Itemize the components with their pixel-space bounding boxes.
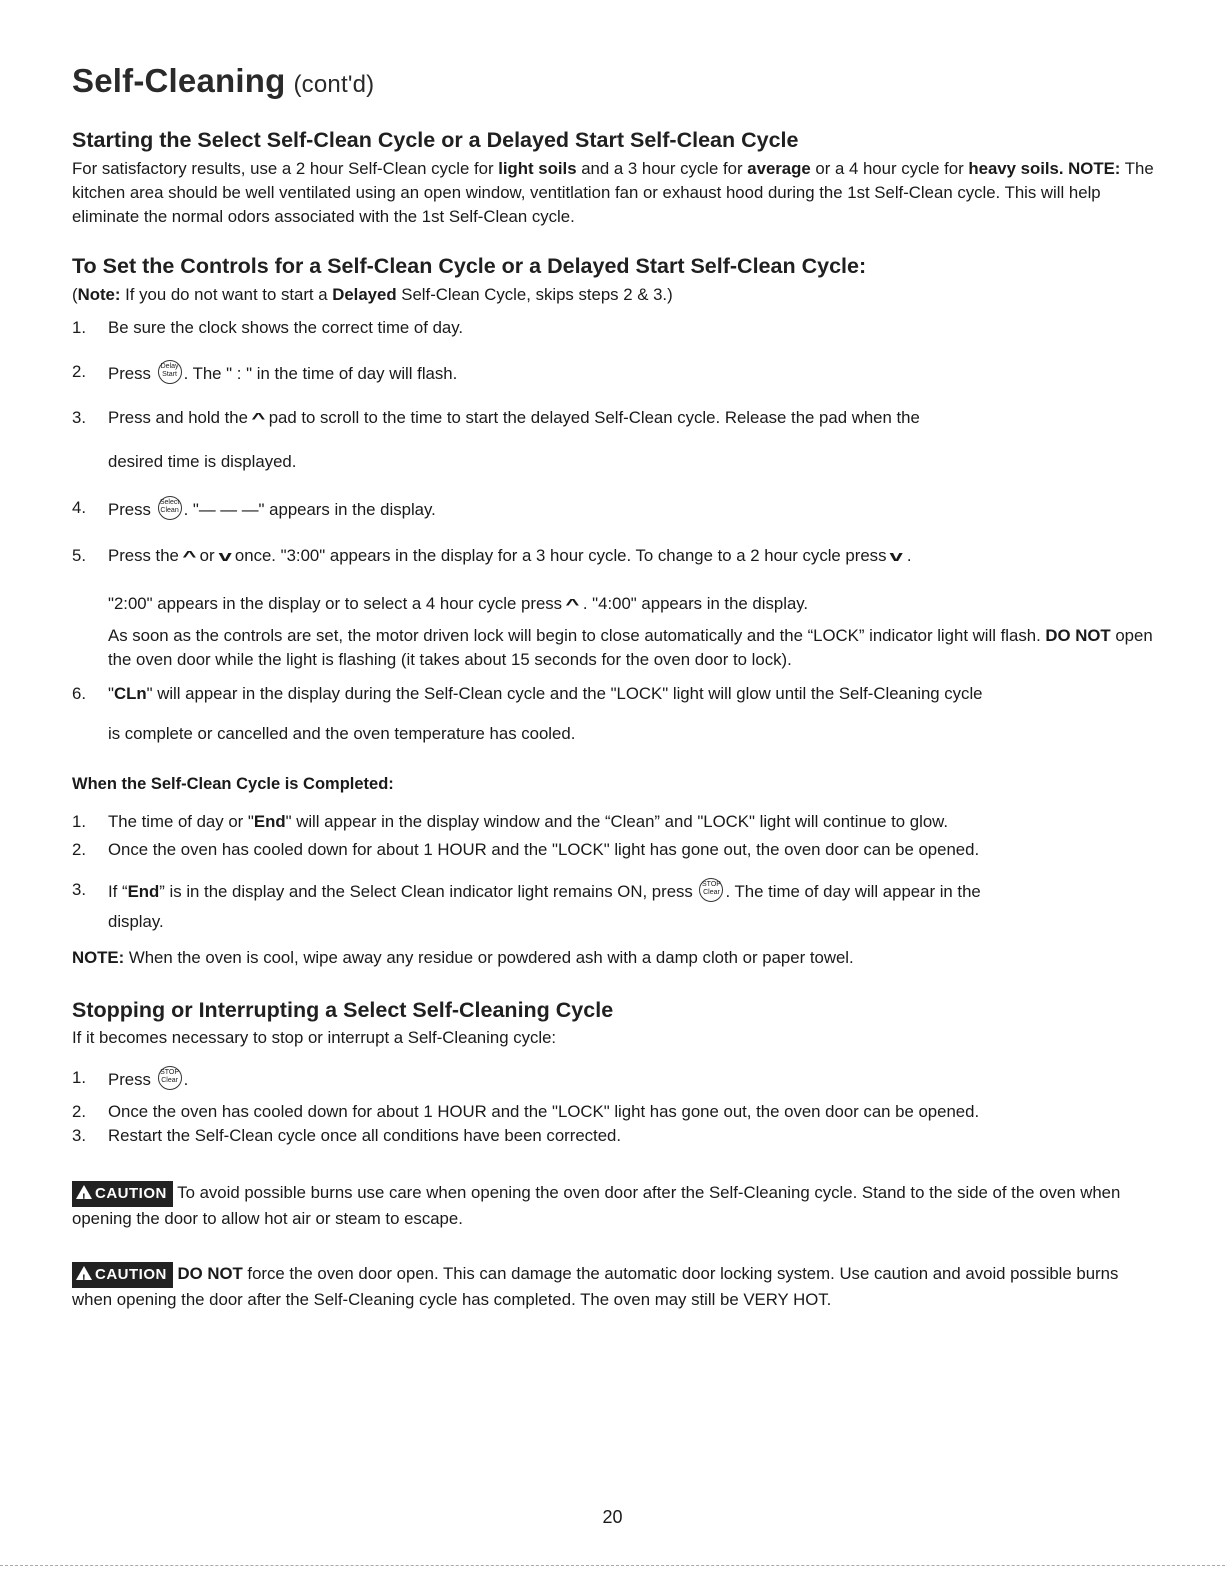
- note-label: Note:: [77, 285, 121, 304]
- text: Press: [108, 500, 151, 519]
- text: If “: [108, 882, 128, 901]
- bold-text: DO NOT: [172, 1264, 243, 1283]
- bold-text: End: [127, 882, 160, 901]
- completed-heading: When the Self-Clean Cycle is Completed:: [72, 775, 394, 793]
- warning-triangle-icon: [76, 1185, 92, 1199]
- step-number: 3.: [72, 1126, 86, 1145]
- text: To avoid possible burns use care when opening the oven door after the Self-Cleaning cycle. Stand to the side of the oven when opening the door to allow hot air or steam to escape.: [72, 1183, 1121, 1228]
- stopping-section: [72, 998, 1157, 1050]
- step-text: Once the oven has cooled down for about 1 HOUR and the "LOCK" light has gone out, the oven door can be opened.: [108, 840, 980, 859]
- bold-text: DO NOT: [1045, 626, 1111, 645]
- stopping-intro: If it becomes necessary to stop or interrupt a Self-Cleaning cycle:: [72, 1028, 557, 1047]
- text: When the oven is cool, wipe away any residue or powdered ash with a damp cloth or paper towel.: [124, 948, 854, 967]
- icon-label: STOP Clear: [160, 1069, 180, 1084]
- step-text: desired time is displayed.: [108, 452, 297, 471]
- delay-start-button-icon: [158, 360, 182, 384]
- step-number: 4.: [72, 498, 86, 517]
- bold-text: average: [747, 159, 811, 178]
- step-text: is complete or cancelled and the oven temperature has cooled.: [108, 724, 576, 743]
- step-text: [108, 592, 1157, 617]
- controls-note: [72, 283, 1157, 307]
- bold-text: CLn: [113, 684, 147, 703]
- caution-2: [72, 1262, 1157, 1312]
- icon-label: Delay Start: [160, 363, 179, 378]
- text: " will appear in the display window and the “Clean” and "LOCK" light will continue to glow.: [285, 812, 949, 831]
- text: If you do not want to start a: [120, 285, 333, 304]
- step-text: [108, 496, 1157, 522]
- text: or: [199, 546, 215, 565]
- icon-label: Select Clean: [159, 499, 180, 514]
- page-title: [72, 62, 374, 100]
- step-text: Once the oven has cooled down for about 1 HOUR and the "LOCK" light has gone out, the oven door can be opened.: [108, 1102, 980, 1121]
- step-number: 3.: [72, 880, 86, 899]
- down-arrow-icon: v: [889, 548, 904, 565]
- step-text: [108, 810, 1157, 834]
- text: (: [72, 285, 78, 304]
- step-text: [108, 406, 1157, 431]
- text: The time of day or ": [108, 812, 254, 831]
- caution-2-text: [72, 1262, 1157, 1312]
- step-number: 2.: [72, 362, 86, 381]
- bold-text: heavy soils. NOTE:: [968, 159, 1121, 178]
- bold-text: light soils: [498, 159, 577, 178]
- bold-text: End: [253, 812, 286, 831]
- controls-heading: To Set the Controls for a Self-Clean Cycle or a Delayed Start Self-Clean Cycle:: [72, 254, 867, 278]
- text: once. "3:00" appears in the display for a 3 hour cycle. To change to a 2 hour cycle press: [234, 546, 887, 565]
- step-text: Press the ^ or v once. "3:00" appears in the display for a 3 hour cycle. To change to a 2 hour cycle press v .: [108, 544, 1157, 569]
- step-text: [108, 624, 1157, 672]
- text: Self-Clean Cycle, skips steps 2 & 3.): [396, 285, 673, 304]
- text: For satisfactory results, use a 2 hour Self-Clean cycle for: [72, 159, 499, 178]
- text: Press and hold the: [108, 408, 248, 427]
- step-number: 2.: [72, 1102, 86, 1121]
- step-number: 1.: [72, 1068, 86, 1087]
- select-clean-button-icon: [158, 496, 182, 520]
- starting-paragraph: [72, 157, 1157, 229]
- step-text: Be sure the clock shows the correct time of day.: [108, 318, 464, 337]
- text: . The time of day will appear in the: [725, 882, 981, 901]
- step-text: Restart the Self-Clean cycle once all conditions have been corrected.: [108, 1126, 622, 1145]
- caution-1: [72, 1181, 1157, 1231]
- text: " will appear in the display during the Self-Clean cycle and the "LOCK" light will glow until the Self-Cleaning cycle: [146, 684, 983, 703]
- caution-label: CAUTION: [95, 1185, 167, 1202]
- step-number: 1.: [72, 812, 86, 831]
- up-arrow-icon: ^: [182, 548, 197, 565]
- text: . "— — —" appears in the display.: [183, 500, 436, 519]
- note-label: NOTE:: [72, 948, 125, 967]
- step-text: [108, 360, 1157, 386]
- stop-clear-button-icon: [699, 878, 723, 902]
- warning-triangle-icon: [76, 1266, 92, 1280]
- text: and a 3 hour cycle for: [576, 159, 748, 178]
- up-arrow-icon: ^: [251, 410, 266, 427]
- caution-badge: [72, 1181, 173, 1207]
- bold-text: Delayed: [332, 285, 397, 304]
- caution-label: CAUTION: [95, 1266, 167, 1283]
- page-bottom-divider: [0, 1565, 1225, 1566]
- starting-section: [72, 128, 1157, 229]
- text: The kitchen area should be well ventilated using an open window, ventitlation fan or exhaust hood during the 1st Self-Clean cycle. This will help eliminate the normal odors associated with the 1st Self-Clean cycle.: [72, 159, 1154, 226]
- text: Press: [108, 364, 151, 383]
- caution-1-text: [72, 1181, 1157, 1231]
- controls-section: [72, 254, 1157, 307]
- text: . The " : " in the time of day will flash.: [183, 364, 458, 383]
- text: pad to scroll to the time to start the delayed Self-Clean cycle. Release the pad when the: [268, 408, 920, 427]
- icon-label: STOP Clear: [702, 881, 721, 896]
- text: or a 4 hour cycle for: [810, 159, 969, 178]
- text: open the oven door while the light is flashing (it takes about 15 seconds for the oven door to lock).: [108, 626, 1153, 669]
- completed-note: [72, 946, 1157, 970]
- step-number: 6.: [72, 684, 86, 703]
- text: force the oven door open. This can damage the automatic door locking system. Use caution and avoid possible burns when opening the door after the Self-Cleaning cycle has completed. The oven may still be VERY HOT.: [72, 1264, 1119, 1309]
- step-text: display.: [108, 912, 164, 931]
- text: "2:00" appears in the display or to select a 4 hour cycle press: [108, 594, 563, 613]
- page-number: 20: [602, 1507, 623, 1527]
- title-suffix: (cont'd): [293, 71, 375, 98]
- up-arrow-icon: ^: [565, 596, 580, 613]
- stop-clear-button-icon: [158, 1066, 182, 1090]
- down-arrow-icon: v: [218, 548, 232, 565]
- text: ” is in the display and the Select Clean indicator light remains ON, press: [159, 882, 693, 901]
- title-text: Self-Cleaning: [72, 62, 286, 99]
- step-number: 5.: [72, 546, 86, 565]
- step-number: 2.: [72, 840, 86, 859]
- text: Press the: [108, 546, 179, 565]
- step-text: [108, 682, 1157, 706]
- text: ": [108, 684, 114, 703]
- text: . "4:00" appears in the display.: [582, 594, 809, 613]
- step-number: 3.: [72, 408, 86, 427]
- step-text: [108, 878, 1157, 904]
- text: Press: [108, 1070, 151, 1089]
- caution-badge: [72, 1262, 173, 1288]
- step-number: 1.: [72, 318, 86, 337]
- stopping-heading: Stopping or Interrupting a Select Self-Cleaning Cycle: [72, 998, 614, 1022]
- text: As soon as the controls are set, the motor driven lock will begin to close automatically and the “LOCK” indicator light will flash.: [108, 626, 1046, 645]
- step-text: Press STOP Clear .: [108, 1066, 1157, 1092]
- starting-heading: Starting the Select Self-Clean Cycle or a Delayed Start Self-Clean Cycle: [72, 128, 799, 152]
